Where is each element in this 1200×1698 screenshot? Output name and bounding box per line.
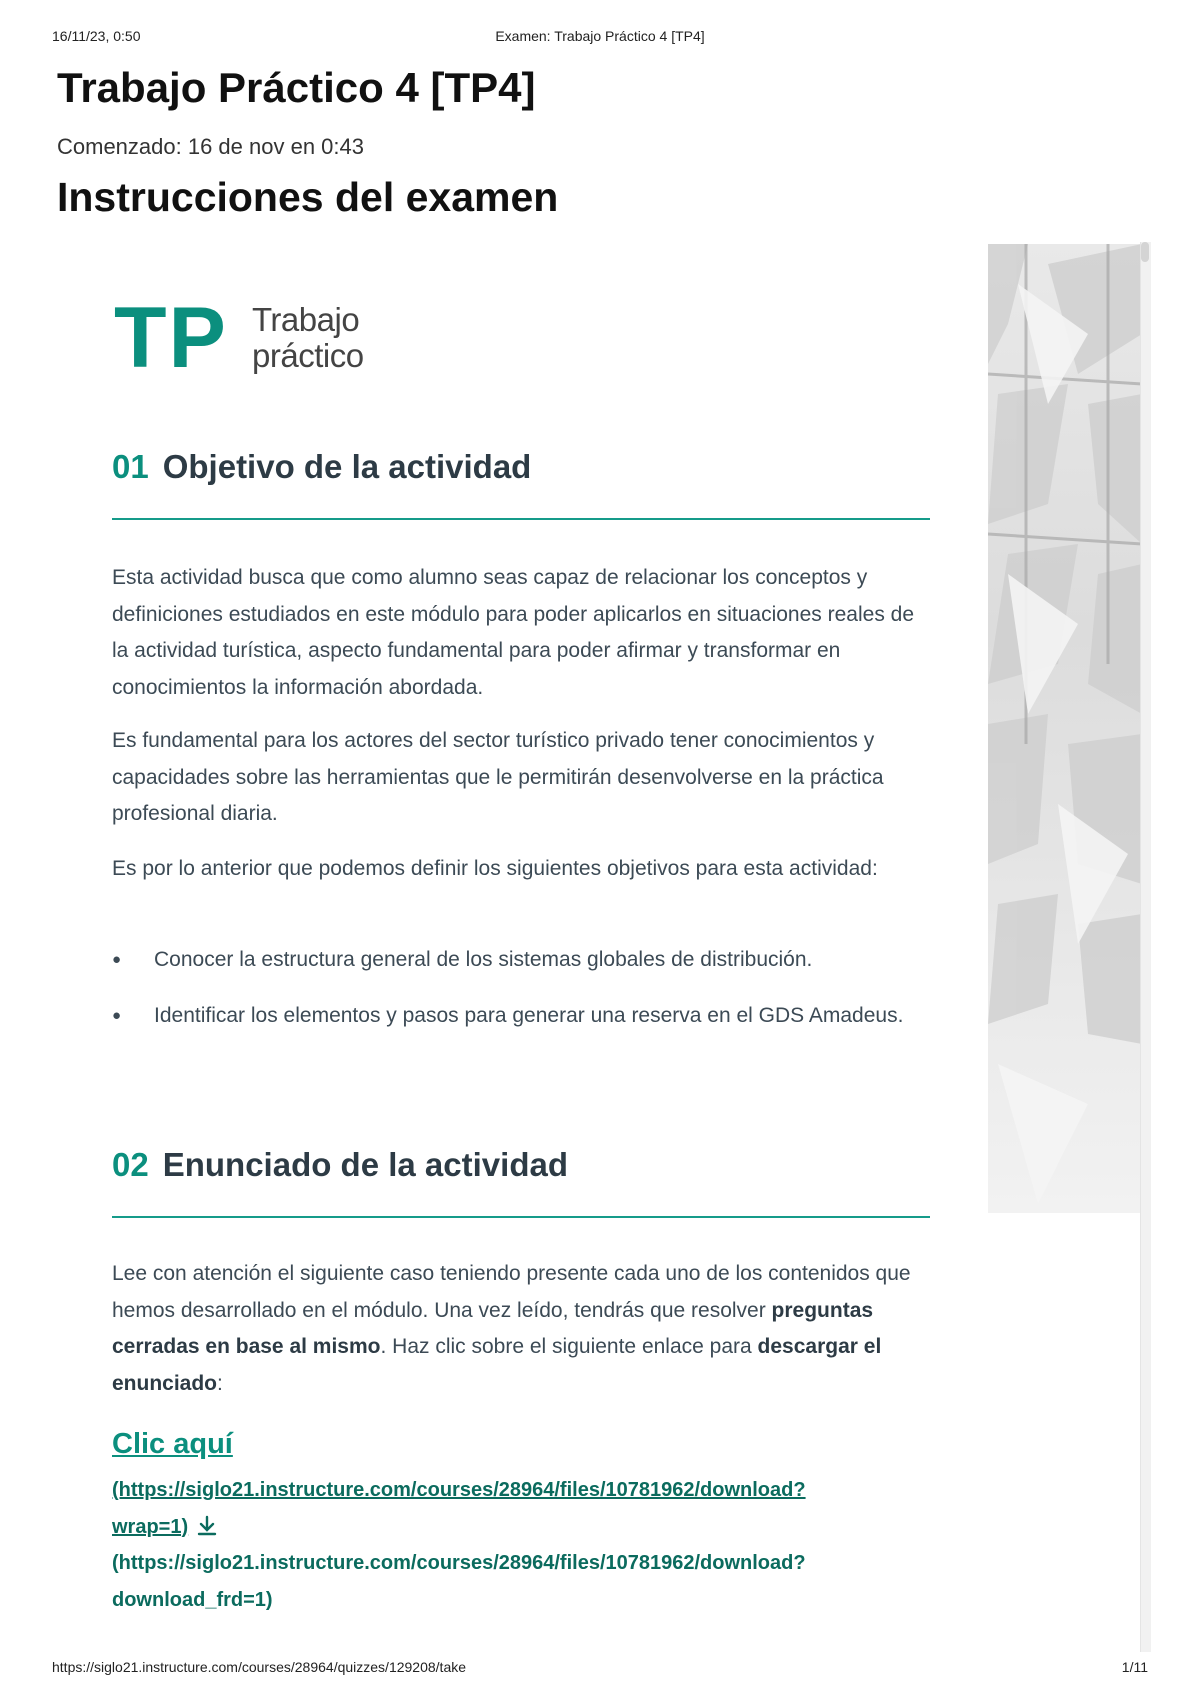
statement-paragraph xyxy=(112,1256,932,1402)
download-link-url-line1[interactable]: (https://siglo21.instructure.com/courses/28964/files/10781962/download? xyxy=(112,1552,806,1574)
tp-logo-label-line1: Trabajo xyxy=(252,301,360,338)
scrollbar-thumb[interactable] xyxy=(1141,242,1149,262)
download-link[interactable] xyxy=(112,1545,912,1618)
print-page-title: Examen: Trabajo Práctico 4 [TP4] xyxy=(495,28,705,44)
statement-text: . Haz clic sobre el siguiente enlace para xyxy=(380,1335,758,1358)
instructions-heading: Instrucciones del examen xyxy=(57,174,559,220)
section-heading-objetivo xyxy=(112,448,531,486)
objective-bullet xyxy=(112,942,932,979)
download-link-url-line2[interactable]: download_frd=1) xyxy=(112,1588,273,1611)
objective-paragraph: Es por lo anterior que podemos definir los siguientes objetivos para esta actividad: xyxy=(112,857,878,880)
statement-text: : xyxy=(217,1371,223,1395)
page-title: Trabajo Práctico 4 [TP4] xyxy=(57,64,536,111)
statement-bold: preguntas cerradas en base al mismo xyxy=(112,1298,874,1358)
section-divider xyxy=(112,1216,930,1218)
bullet-dot-icon: ● xyxy=(112,951,122,968)
section-number: 02 xyxy=(112,1146,149,1183)
decorative-side-image xyxy=(988,244,1142,1213)
bullet-dot-icon: ● xyxy=(112,1007,122,1024)
print-date: 16/11/23, 0:50 xyxy=(52,28,141,44)
section-divider xyxy=(112,518,930,520)
objective-paragraph: Esta actividad busca que como alumno seas capaz de relacionar los conceptos y definiciones estudiados en este módulo para poder aplicarlos en situaciones reales de la actividad turística, aspecto fundamental para poder afirmar y transformar en conocimientos la información abordada. xyxy=(112,566,915,699)
file-link-url-line2[interactable]: wrap=1) xyxy=(112,1515,189,1538)
download-icon[interactable] xyxy=(196,1513,218,1550)
print-footer-url: https://siglo21.instructure.com/courses/28964/quizzes/129208/take xyxy=(52,1659,467,1675)
print-footer xyxy=(52,1659,1148,1679)
statement-bold: descargar el enunciado xyxy=(112,1335,882,1395)
started-timestamp: Comenzado: 16 de nov en 0:43 xyxy=(57,134,365,159)
tp-logo-letters: TP xyxy=(114,290,228,386)
tp-logo-label xyxy=(252,302,452,374)
section-title: Enunciado de la actividad xyxy=(162,1146,568,1183)
section-number: 01 xyxy=(112,448,149,485)
objective-paragraph: Es fundamental para los actores del sector turístico privado tener conocimientos y capacidades sobre las herramientas que le permitirán desenvolverse en la práctica profesional diaria. xyxy=(112,729,884,825)
section-title: Objetivo de la actividad xyxy=(162,448,532,485)
statement-text: Lee con atención el siguiente caso teniendo presente cada uno de los contenidos que hemos desarrollado en el módulo. Una vez leído, tendrás que resolver xyxy=(112,1262,911,1322)
bullet-text: Conocer la estructura general de los sistemas globales de distribución. xyxy=(154,948,813,971)
scrollbar-track[interactable] xyxy=(1140,242,1151,1652)
objective-bullet xyxy=(112,998,932,1035)
section-heading-enunciado xyxy=(112,1146,568,1184)
file-link[interactable] xyxy=(112,1472,912,1549)
bullet-text: Identificar los elementos y pasos para generar una reserva en el GDS Amadeus. xyxy=(154,1004,904,1027)
page-number: 1/11 xyxy=(1121,1659,1148,1675)
file-link-url-line1[interactable]: (https://siglo21.instructure.com/courses/28964/files/10781962/download? xyxy=(112,1479,806,1501)
print-header xyxy=(52,28,1148,48)
tp-logo-label-line2: práctico xyxy=(252,337,364,374)
clic-aqui-link[interactable]: Clic aquí xyxy=(112,1428,233,1460)
